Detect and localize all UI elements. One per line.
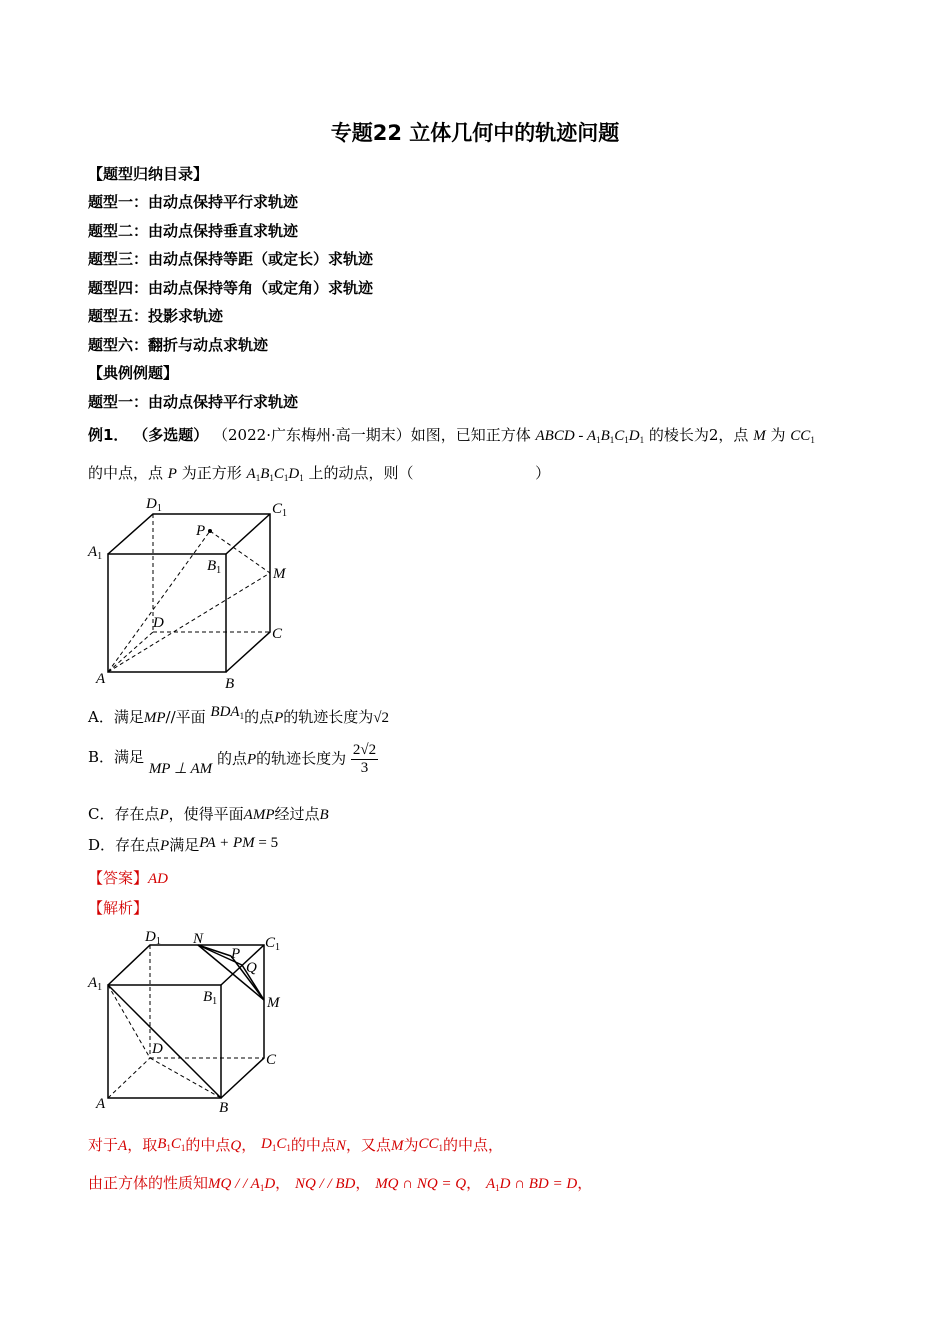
cube-top-back — [108, 514, 270, 672]
label-m: M — [273, 566, 286, 582]
cube-name: ABCD - $A_1B_1C_1D_1$ — [535, 428, 645, 445]
svg-text:A: A — [96, 1096, 106, 1112]
label-c: C — [272, 626, 283, 642]
type-item: 题型四：由动点保持等角（或定角）求轨迹 — [88, 279, 374, 297]
example-label: 例1． — [88, 426, 129, 444]
text-is: 为 — [770, 426, 786, 444]
option-b: B．满足 MP ⊥ AM 的点P的轨迹长度为 $\frac{2√2}{3}$ — [88, 742, 377, 777]
answer-value: AD — [148, 871, 169, 887]
option-a: A．满足MP//平面 $BDA_1$的点P的轨迹长度为√2 — [88, 704, 390, 726]
point-m: M — [753, 428, 766, 444]
label-c1: $C_1$ — [272, 501, 288, 519]
text-midpoint: 的中点，点 — [88, 464, 164, 482]
line-am — [108, 573, 270, 672]
edge-cc1: $CC_1$ — [790, 428, 815, 445]
page-title: 专题22 立体几何中的轨迹问题 — [330, 121, 620, 145]
edge-text: 的棱长为2，点 — [648, 426, 749, 444]
example-line-2 — [88, 462, 550, 483]
label-d: D — [153, 615, 164, 631]
option-d: D．存在点P满足PA + PM = 5 — [88, 835, 279, 854]
paren-close: ） — [535, 464, 551, 482]
label-p: P — [196, 523, 206, 539]
label-a: A — [96, 671, 106, 687]
line-bd — [150, 1058, 221, 1098]
svg-text:A1: $A_1$ — [88, 975, 103, 993]
point-p: P — [167, 466, 177, 482]
type-item: 题型六：翻折与动点求轨迹 — [88, 336, 269, 354]
text-square: 为正方形 — [181, 464, 242, 482]
svg-text:C: C — [266, 1052, 277, 1068]
line-ap — [108, 531, 210, 672]
type-item: 题型一：由动点保持平行求轨迹 — [88, 193, 299, 211]
option-c: C．存在点P，使得平面AMP经过点B — [88, 805, 329, 823]
label-b: B — [225, 676, 235, 692]
analysis-label: 【解析】 — [88, 899, 149, 917]
svg-text:N: N — [193, 931, 204, 947]
svg-text:Q: Q — [246, 960, 257, 976]
example-line-1 — [88, 424, 815, 445]
solution-line-2: 由正方体的性质知MQ / / $A_1D$， NQ / / BD， MQ ∩ NQ = Q， $A_1D$ ∩ BD = D， — [88, 1174, 593, 1193]
label-d1: $D_1$ — [146, 496, 162, 514]
examples-header: 【典例例题】 — [88, 364, 179, 382]
label-b1: $B_1$ — [207, 558, 222, 576]
svg-text:B: B — [219, 1100, 229, 1116]
svg-text:C1: $C_1$ — [265, 935, 281, 953]
type-item: 题型三：由动点保持等距（或定长）求轨迹 — [88, 250, 374, 268]
svg-text:M: M — [267, 995, 280, 1011]
type-item: 题型五：投影求轨迹 — [88, 307, 224, 325]
cube-figure-1 — [80, 490, 310, 695]
svg-text:P: P — [231, 946, 241, 962]
label-a1: $A_1$ — [88, 544, 103, 562]
point-p-dot — [208, 529, 212, 533]
type-item: 题型二：由动点保持垂直求轨迹 — [88, 222, 299, 240]
example-kind: （多选题） — [133, 426, 209, 444]
face-name: $A_1B_1C_1D_1$ — [246, 466, 304, 483]
section-heading: 题型一：由动点保持平行求轨迹 — [88, 393, 299, 411]
svg-text:B1: $B_1$ — [203, 989, 218, 1007]
svg-text:D: D — [152, 1041, 163, 1057]
solution-line-1: 对于A，取$B_1C_1$的中点Q， $D_1C_1$的中点N，又点M为$CC_1$的中点， — [88, 1136, 503, 1154]
svg-text:D1: $D_1$ — [145, 929, 161, 947]
hidden-edge-ad — [108, 632, 153, 672]
cube-figure-2 — [80, 925, 290, 1120]
example-source: （2022·广东梅州·高一期末）如图，已知正方体 — [213, 426, 531, 444]
answer-line: 【答案】AD — [88, 869, 169, 887]
catalog-header: 【题型归纳目录】 — [88, 165, 209, 183]
text-moving-point: 上的动点，则（ — [308, 464, 414, 482]
